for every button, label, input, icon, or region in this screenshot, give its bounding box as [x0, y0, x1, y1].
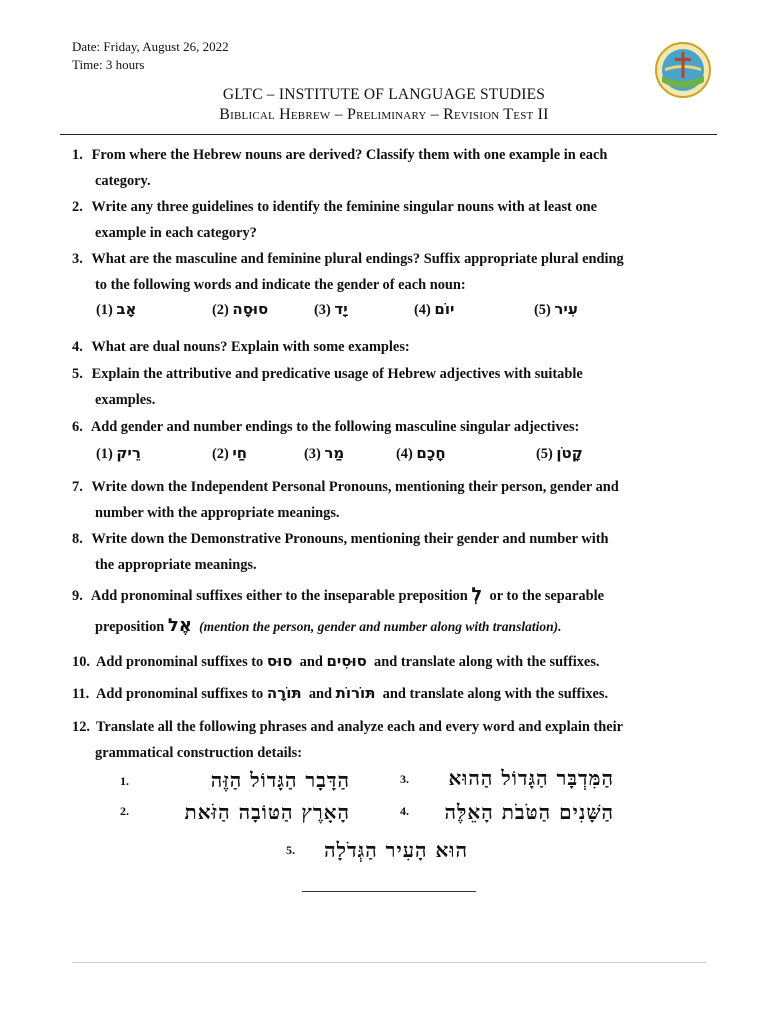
- header-rule: [60, 134, 717, 135]
- question-6: [72, 414, 704, 440]
- hebrew-word: יָד: [334, 300, 348, 318]
- question-continuation: the appropriate meanings.: [95, 557, 257, 573]
- question-number: 9.: [72, 588, 83, 604]
- question-text: What are the masculine and feminine plural endings? Suffix appropriate plural ending: [91, 251, 624, 267]
- question-11: [72, 680, 704, 707]
- phrase-hebrew: הַמִּדְבָּר הַגָּדוֹל הַהוּא: [448, 766, 614, 790]
- phrase-hebrew: הוּא הָעִיר הַגְּדֹלָה: [324, 838, 468, 862]
- question-continuation: to the following words and indicate the gender of each noun:: [95, 277, 466, 293]
- hebrew-word: רֵיק: [116, 444, 141, 462]
- hebrew-word: מַר: [324, 444, 345, 462]
- phrase-hebrew: הָאָרֶץ הַטּוֹבָה הַזֹּאת: [184, 800, 350, 824]
- question-4: [72, 334, 704, 360]
- question-8: [72, 526, 704, 578]
- hebrew-word: סוּסִים: [326, 652, 367, 670]
- question-number: 8.: [72, 531, 83, 547]
- question-number: 1.: [72, 147, 83, 163]
- word-label: (1): [96, 302, 113, 318]
- hebrew-preposition: אֶל: [167, 615, 192, 636]
- hebrew-word: תּוֹרָה: [266, 684, 302, 702]
- question-text: Write down the Independent Personal Pronouns, mentioning their person, gender and: [91, 479, 619, 495]
- word-label: (1): [96, 446, 113, 462]
- hebrew-word: סוּס: [266, 652, 293, 670]
- hebrew-word: אָב: [116, 300, 137, 318]
- phrase-number: 2.: [120, 804, 129, 818]
- word-label: (4): [396, 446, 413, 462]
- end-line: [302, 891, 476, 892]
- footer-rule: [72, 962, 706, 963]
- word-label: (3): [314, 302, 331, 318]
- adj-item-1: [96, 444, 141, 463]
- exam-duration: Time: 3 hours: [72, 57, 145, 72]
- word-item-4: [414, 300, 454, 319]
- question-continuation: example in each category?: [95, 225, 257, 241]
- word-item-2: [212, 300, 268, 319]
- question-text: Add pronominal suffixes either to the inseparable preposition: [90, 588, 468, 604]
- adj-item-4: [396, 444, 446, 463]
- question-text: From where the Hebrew nouns are derived? Classify them with one example in each: [91, 147, 608, 163]
- question-text: Write down the Demonstrative Pronouns, mentioning their gender and number with: [91, 531, 609, 547]
- question-number: 11.: [72, 686, 90, 702]
- question-text: Translate all the following phrases and analyze each and every word and explain their: [96, 719, 624, 735]
- word-item-3: [314, 300, 348, 319]
- question-9: [72, 580, 704, 642]
- hebrew-word: סוּסָה: [232, 300, 269, 318]
- word-label: (3): [304, 446, 321, 462]
- question-text-b: and translate along with the suffixes.: [382, 686, 609, 702]
- word-label: (4): [414, 302, 431, 318]
- word-label: (5): [536, 446, 553, 462]
- exam-date: Date: Friday, August 26, 2022: [72, 39, 229, 54]
- hebrew-word: חַי: [232, 444, 248, 462]
- question-continuation: examples.: [95, 392, 156, 408]
- question-1: [72, 142, 704, 194]
- question-5: [72, 361, 704, 413]
- hebrew-word: תּוֹרוֹת: [335, 684, 376, 702]
- and-text: and: [308, 686, 333, 702]
- question-continuation: category.: [95, 173, 151, 189]
- question-2: [72, 194, 704, 246]
- question-continuation: grammatical construction details:: [95, 745, 303, 761]
- question-number: 4.: [72, 339, 83, 355]
- question-text-b: or to the separable: [489, 588, 604, 604]
- question-12: [72, 714, 704, 766]
- question-number: 5.: [72, 366, 83, 382]
- question-text: Add gender and number endings to the following masculine singular adjectives:: [90, 419, 580, 435]
- phrase-hebrew: הַדָּבָר הַגָּדוֹל הַזֶּה: [210, 768, 350, 792]
- phrase-number: 1.: [120, 774, 129, 788]
- hebrew-word: חָכָם: [416, 444, 446, 462]
- question-number: 12.: [72, 719, 90, 735]
- hebrew-word: יוֹם: [434, 300, 455, 318]
- exam-meta: [72, 38, 229, 74]
- phrase-number: 3.: [400, 772, 409, 786]
- question-text: Add pronominal suffixes to: [96, 654, 264, 670]
- question-number: 3.: [72, 251, 83, 267]
- word-item-1: [96, 300, 136, 319]
- question-continuation: preposition: [95, 619, 165, 635]
- phrase-number: 5.: [286, 843, 295, 857]
- word-item-5: [534, 300, 578, 319]
- question-3: [72, 246, 704, 298]
- test-title: Biblical Hebrew – Preliminary – Revision Test II: [219, 106, 549, 123]
- question-7: [72, 474, 704, 526]
- phrase-hebrew: הַשָּׁנִים הַטֹּבֹת הָאֵלֶּה: [444, 800, 614, 824]
- question-text: Add pronominal suffixes to: [96, 686, 264, 702]
- question-10: [72, 648, 704, 675]
- question-text: Write any three guidelines to identify the feminine singular nouns with at least one: [91, 199, 598, 215]
- word-label: (2): [212, 446, 229, 462]
- question-continuation: number with the appropriate meanings.: [95, 505, 340, 521]
- question-text-b: and translate along with the suffixes.: [374, 654, 600, 670]
- question-number: 2.: [72, 199, 83, 215]
- phrase-number: 4.: [400, 804, 409, 818]
- institute-title: GLTC – INSTITUTE OF LANGUAGE STUDIES: [222, 86, 546, 103]
- word-label: (5): [534, 302, 551, 318]
- word-label: (2): [212, 302, 229, 318]
- question-number: 10.: [72, 654, 90, 670]
- hebrew-word: קָטֹן: [556, 444, 583, 462]
- adj-item-2: [212, 444, 247, 463]
- question-number: 6.: [72, 419, 83, 435]
- question-text: Explain the attributive and predicative usage of Hebrew adjectives with suitable: [91, 366, 583, 382]
- adj-item-5: [536, 444, 583, 463]
- adj-item-3: [304, 444, 344, 463]
- question-number: 7.: [72, 479, 83, 495]
- question-note: (mention the person, gender and number along with translation).: [199, 619, 562, 634]
- hebrew-preposition: לְ: [471, 584, 483, 605]
- and-text: and: [299, 654, 323, 670]
- hebrew-word: עִיר: [554, 300, 578, 318]
- question-text: What are dual nouns? Explain with some examples:: [91, 339, 410, 355]
